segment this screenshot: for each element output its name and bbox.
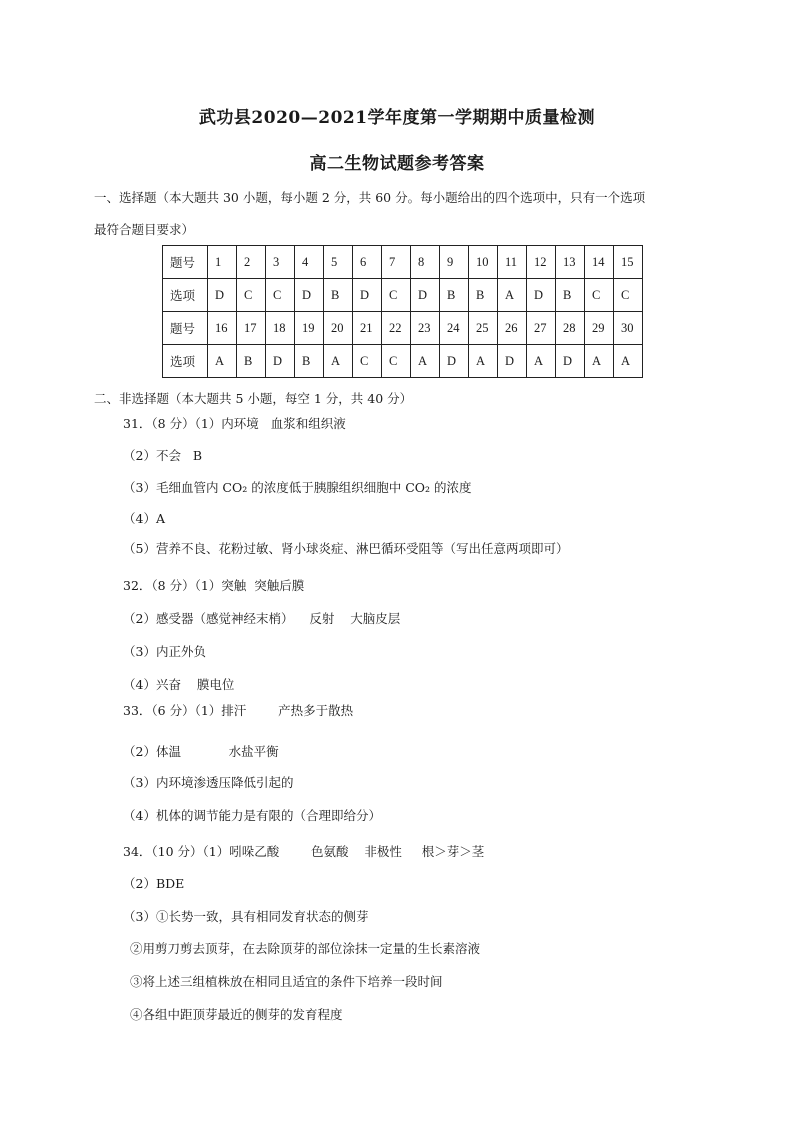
table-cell: 27 [527,312,556,345]
table-row-question-16-30 [163,312,643,345]
table-cell: D [295,279,324,312]
table-cell: 21 [353,312,382,345]
section1-heading-line2: 最符合题目要求） [94,222,195,237]
table-cell: 22 [382,312,411,345]
table-cell: D [353,279,382,312]
answer-line: （3）内环境渗透压降低引起的 [123,775,294,790]
table-cell: A [498,279,527,312]
table-cell: 25 [469,312,498,345]
answer-line: （5）营养不良、花粉过敏、肾小球炎症、淋巴循环受阻等（写出任意两项即可） [123,541,569,556]
table-cell: 17 [237,312,266,345]
table-cell: 2 [237,246,266,279]
table-cell: A [614,345,643,378]
answer-line: 34．（10 分）（1）吲哚乙酸 色氨酸 非极性 根＞芽＞茎 [123,844,485,859]
answer-line: （4）兴奋 膜电位 [123,677,235,692]
table-cell: D [266,345,295,378]
answer-line: （2）感受器（感觉神经末梢） 反射 大脑皮层 [123,611,401,626]
table-cell: 24 [440,312,469,345]
answer-line: 32．（8 分）（1）突触 突触后膜 [123,578,305,593]
table-cell: 28 [556,312,585,345]
answer-line: ③将上述三组植株放在相同且适宜的条件下培养一段时间 [130,974,443,989]
table-cell: 30 [614,312,643,345]
table-cell: 23 [411,312,440,345]
row-label-answer: 选项 [163,345,208,378]
table-cell: 8 [411,246,440,279]
table-cell: B [295,345,324,378]
table-cell: C [382,345,411,378]
table-cell: A [527,345,556,378]
table-cell: 1 [208,246,237,279]
table-cell: D [556,345,585,378]
table-cell: C [614,279,643,312]
table-cell: D [411,279,440,312]
answer-line: 33．（6 分）（1）排汗 产热多于散热 [123,703,354,718]
table-cell: 19 [295,312,324,345]
table-cell: 10 [469,246,498,279]
table-cell: 13 [556,246,585,279]
answer-line: （2）体温 水盐平衡 [123,744,279,759]
answer-line: （3）①长势一致，具有相同发育状态的侧芽 [123,909,369,924]
answer-line: （4）机体的调节能力是有限的（合理即给分） [123,808,381,823]
table-cell: B [469,279,498,312]
table-cell: 16 [208,312,237,345]
section1-heading-line1: 一、选择题（本大题共 30 小题，每小题 2 分，共 60 分。每小题给出的四个选项中，只有一个选项 [94,190,646,205]
table-cell: 15 [614,246,643,279]
table-cell: 5 [324,246,353,279]
answer-line: （3）内正外负 [123,644,206,659]
table-cell: A [208,345,237,378]
table-cell: 29 [585,312,614,345]
table-cell: C [266,279,295,312]
table-cell: 7 [382,246,411,279]
table-cell: A [469,345,498,378]
answer-line: （3）毛细血管内 CO₂ 的浓度低于胰腺组织细胞中 CO₂ 的浓度 [123,480,472,495]
table-cell: A [411,345,440,378]
table-row-answer-16-30 [163,345,643,378]
table-cell: C [353,345,382,378]
table-cell: 4 [295,246,324,279]
table-row-question-1-15 [163,246,643,279]
table-cell: D [440,345,469,378]
table-cell: 26 [498,312,527,345]
table-cell: 6 [353,246,382,279]
answer-line: （4）A [123,511,165,526]
table-cell: 18 [266,312,295,345]
table-cell: 12 [527,246,556,279]
answer-line: （2）不会 B [123,448,203,463]
table-cell: A [324,345,353,378]
section2-heading: 二、非选择题（本大题共 5 小题，每空 1 分，共 40 分） [94,391,413,406]
answer-line: ④各组中距顶芽最近的侧芽的发育程度 [130,1007,343,1022]
table-cell: D [208,279,237,312]
answer-line: （2）BDE [123,876,185,891]
answer-line: 31．（8 分）（1）内环境 血浆和组织液 [123,416,346,431]
table-cell: C [585,279,614,312]
answer-line: ②用剪刀剪去顶芽，在去除顶芽的部位涂抹一定量的生长素溶液 [130,941,481,956]
table-cell: C [382,279,411,312]
document-title: 武功县2020—2021学年度第一学期期中质量检测 [198,108,596,128]
table-cell: 11 [498,246,527,279]
table-cell: C [237,279,266,312]
table-cell: B [556,279,585,312]
table-cell: D [527,279,556,312]
row-label-answer: 选项 [163,279,208,312]
row-label-question: 题号 [163,312,208,345]
table-cell: B [324,279,353,312]
table-cell: 14 [585,246,614,279]
table-cell: 3 [266,246,295,279]
table-cell: B [440,279,469,312]
table-cell: B [237,345,266,378]
row-label-question: 题号 [163,246,208,279]
table-cell: 9 [440,246,469,279]
table-row-answer-1-15 [163,279,643,312]
table-cell: A [585,345,614,378]
table-cell: D [498,345,527,378]
document-subtitle: 高二生物试题参考答案 [309,154,485,174]
answer-table [162,245,643,378]
table-cell: 20 [324,312,353,345]
